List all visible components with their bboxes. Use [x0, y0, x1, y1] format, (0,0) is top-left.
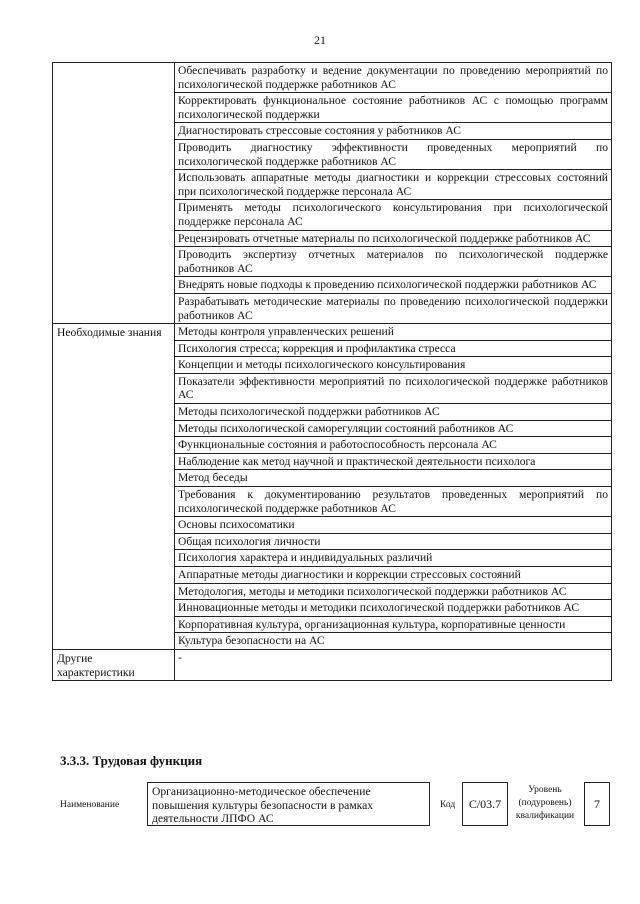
item-cell: Методы психологической саморегуляции состояний работников АС — [175, 420, 612, 437]
item-cell: Применять методы психологического консультирования при психологической поддержке персонала АС — [175, 200, 612, 230]
function-name-box: Организационно-методическое обеспечение повышения культуры безопасности в рамках деятельности ЛПФО АС — [147, 782, 430, 826]
item-cell: Метод беседы — [175, 470, 612, 487]
item-cell: Проводить экспертизу отчетных материалов по психологической поддержке работников АС — [175, 247, 612, 277]
item-cell: Функциональные состояния и работоспособность персонала АС — [175, 437, 612, 454]
table-row — [53, 63, 612, 93]
item-cell: Корпоративная культура, организационная культура, корпоративные ценности — [175, 616, 612, 633]
item-cell: Внедрять новые подходы к проведению психологической поддержки работников АС — [175, 277, 612, 294]
category-cell — [53, 63, 175, 324]
page-number: 21 — [314, 33, 326, 47]
labor-function-row — [52, 782, 622, 832]
item-cell: Обеспечивать разработку и ведение документации по проведению мероприятий по психологической поддержке работников АС — [175, 63, 612, 93]
item-cell: Инновационные методы и методики психологической поддержки работников АС — [175, 600, 612, 617]
item-cell: Требования к документированию результатов проведенных мероприятий по психологической поддержке работников АС — [175, 487, 612, 517]
item-cell: Общая психология личности — [175, 533, 612, 550]
item-cell: Методы психологической поддержки работников АС — [175, 404, 612, 421]
item-cell: Разрабатывать методические материалы по проведению психологической поддержки работников АС — [175, 293, 612, 323]
table-row — [53, 649, 612, 680]
item-cell: Показатели эффективности мероприятий по психологической поддержке работников АС — [175, 373, 612, 403]
category-cell: Необходимые знания — [53, 324, 175, 650]
item-cell: Методология, методы и методики психологической поддержки работников АС — [175, 583, 612, 600]
item-cell: Проводить диагностику эффективности проведенных мероприятий по психологической поддержке работников АС — [175, 139, 612, 169]
category-cell: Другие характеристики — [53, 649, 175, 680]
qualification-level-box: 7 — [584, 782, 610, 826]
item-cell: Культура безопасности на АС — [175, 633, 612, 650]
item-cell: Основы психосоматики — [175, 517, 612, 534]
item-cell: Методы контроля управленческих решений — [175, 324, 612, 341]
item-cell: Аппаратные методы диагностики и коррекции стрессовых состояний — [175, 567, 612, 584]
item-cell: Наблюдение как метод научной и практической деятельности психолога — [175, 453, 612, 470]
requirements-table — [52, 62, 612, 681]
item-cell: Психология стресса; коррекция и профилактика стресса — [175, 340, 612, 357]
name-label: Наименование — [60, 800, 120, 810]
item-cell: Диагностировать стрессовые состояния у работников АС — [175, 123, 612, 140]
item-cell: Использовать аппаратные методы диагностики и коррекции стрессовых состояний при психологической поддержке персонала АС — [175, 170, 612, 200]
item-cell: - — [175, 649, 612, 680]
item-cell: Концепции и методы психологического консультирования — [175, 357, 612, 374]
section-title: 3.3.3. Трудовая функция — [60, 753, 203, 768]
table-row — [53, 324, 612, 341]
item-cell: Корректировать функциональное состояние работников АС с помощью программ психологической поддержки — [175, 93, 612, 123]
item-cell: Рецензировать отчетные материалы по психологической поддержке работников АС — [175, 230, 612, 247]
qualification-level-label: Уровень (подуровень) квалификации — [515, 785, 575, 821]
item-cell: Психология характера и индивидуальных различий — [175, 550, 612, 567]
code-box: С/03.7 — [462, 782, 508, 826]
code-label: Код — [440, 800, 456, 810]
